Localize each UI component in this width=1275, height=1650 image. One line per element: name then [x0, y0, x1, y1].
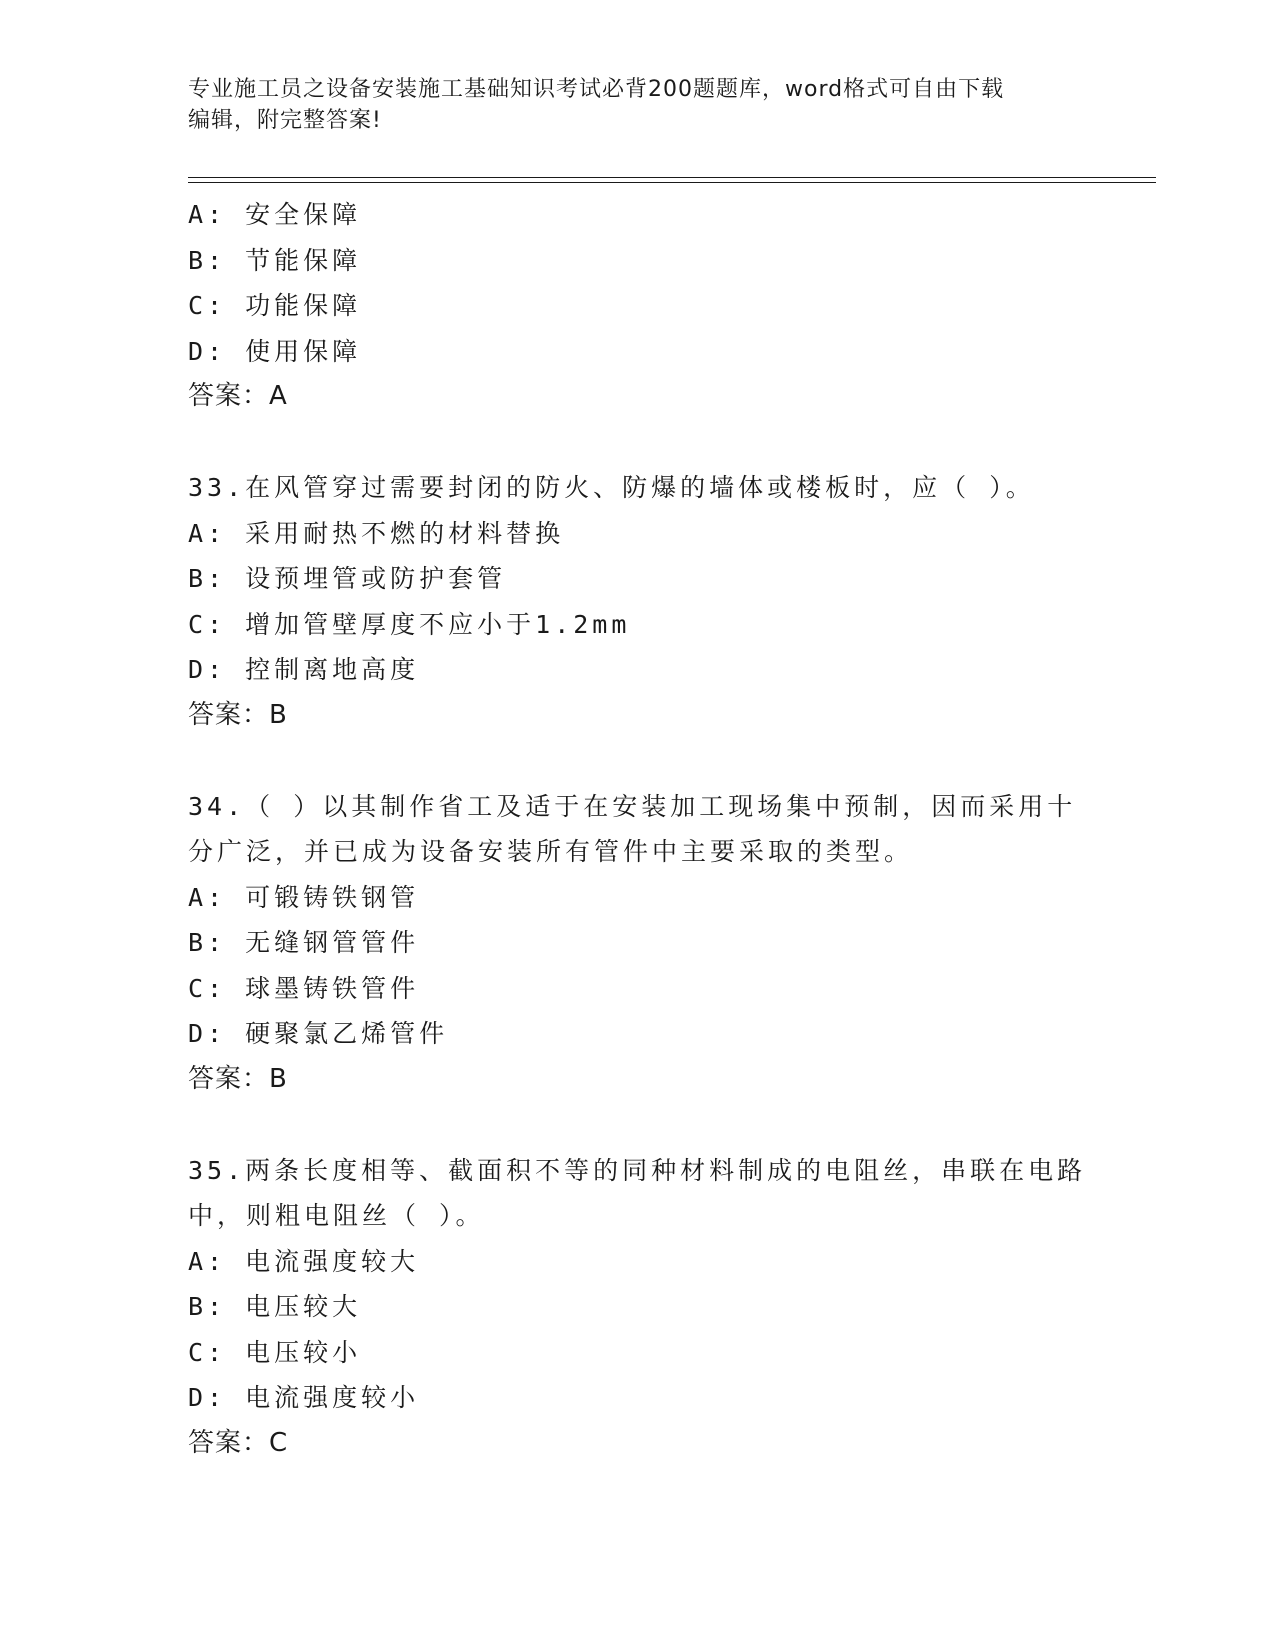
question-35 [188, 1148, 1088, 1467]
option-d: D: 使用保障 [188, 336, 362, 366]
header-divider-top [188, 177, 1156, 178]
option-b: B: 电压较大 [188, 1292, 362, 1321]
option-a: A: 安全保障 [188, 200, 362, 229]
question-33 [188, 465, 1088, 738]
option-a: A: 采用耐热不燃的材料替换 [188, 518, 565, 548]
option-b: B: 节能保障 [188, 245, 362, 275]
answer-label: 答案：B [188, 699, 288, 730]
question-stem-line1: 34.（ ）以其制作省工及适于在安装加工现场集中预制，因而采用十 [188, 791, 1077, 821]
answer-label: 答案：A [188, 381, 288, 411]
option-c: C: 球墨铸铁管件 [188, 973, 420, 1003]
document-header [188, 74, 1068, 136]
question-stem-line2: 分广泛，并已成为设备安装所有管件中主要采取的类型。 [188, 837, 914, 866]
option-c: C: 功能保障 [188, 291, 362, 320]
option-b: B: 设预埋管或防护套管 [188, 564, 507, 593]
question-32-continuation [188, 192, 1088, 420]
option-b: B: 无缝钢管管件 [188, 928, 420, 957]
question-34 [188, 784, 1088, 1103]
header-title-line2: 编辑，附完整答案! [188, 108, 382, 133]
option-c: C: 电压较小 [188, 1337, 362, 1367]
option-d: D: 硬聚氯乙烯管件 [188, 1019, 449, 1048]
option-d: D: 电流强度较小 [188, 1383, 420, 1412]
answer-label: 答案：C [188, 1427, 289, 1458]
header-title-line1: 专业施工员之设备安装施工基础知识考试必背200题题库，word格式可自由下载 [188, 77, 1005, 102]
question-stem: 33.在风管穿过需要封闭的防火、防爆的墙体或楼板时，应（ ）。 [188, 473, 1035, 502]
question-stem-line2: 中，则粗电阻丝（ ）。 [188, 1201, 485, 1230]
option-a: A: 可锻铸铁钢管 [188, 882, 420, 912]
question-content [188, 192, 1088, 1466]
option-c: C: 增加管壁厚度不应小于1.2mm [188, 609, 631, 639]
question-stem-line1: 35.两条长度相等、截面积不等的同种材料制成的电阻丝，串联在电路 [188, 1155, 1087, 1185]
answer-label: 答案：B [188, 1063, 288, 1094]
header-divider-bottom [188, 182, 1156, 183]
option-a: A: 电流强度较大 [188, 1246, 420, 1276]
option-d: D: 控制离地高度 [188, 655, 420, 684]
